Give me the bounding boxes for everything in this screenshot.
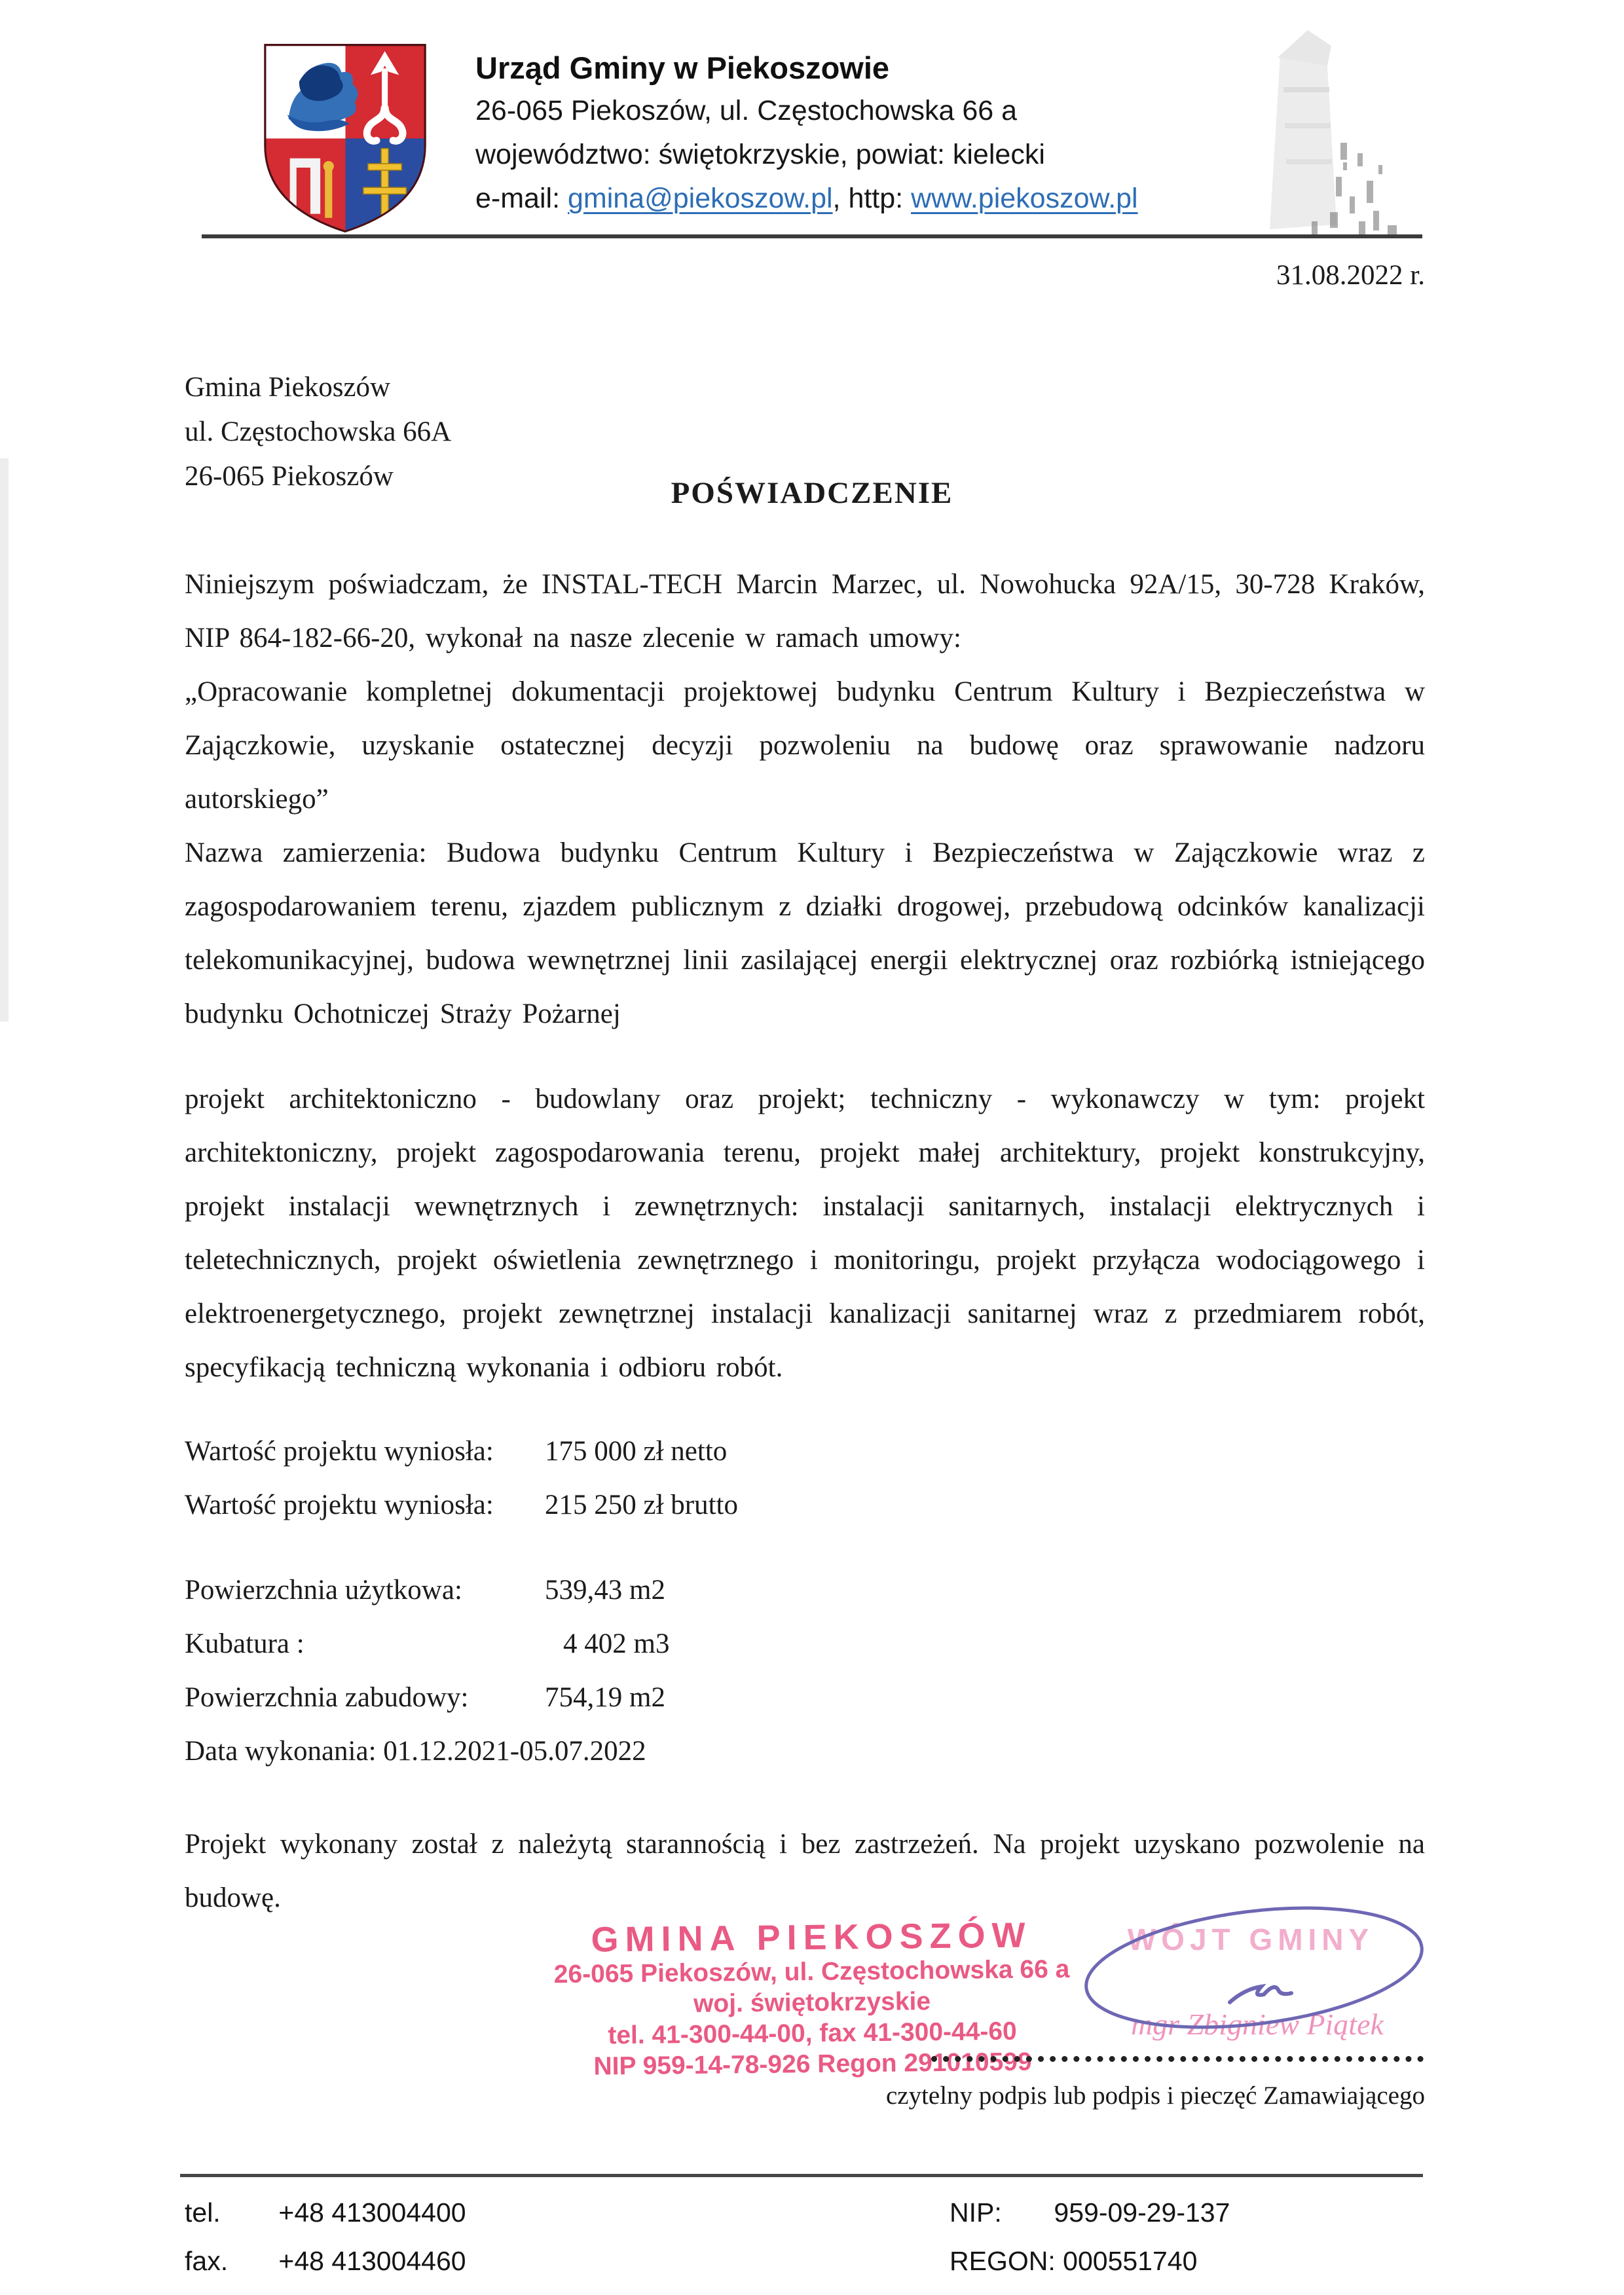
signature-dotted-line (931, 2030, 1424, 2062)
value-amount: 539,43 m2 (545, 1575, 665, 1606)
regon-pair (950, 2237, 1197, 2285)
value-label: Wartość projektu wyniosła: (185, 1436, 494, 1467)
execution-date-line (185, 1725, 1425, 1778)
org-region: województwo: świętokrzyskie, powiat: kielecki (475, 139, 1045, 170)
signature-name: mgr Zbigniew Piątek (1131, 2008, 1384, 2041)
email-link[interactable]: gmina@piekoszow.pl (567, 183, 833, 214)
nip-value: 959-09-29-137 (1054, 2197, 1230, 2228)
value-row-brutto (185, 1478, 1425, 1532)
closing-paragraph: Projekt wykonany został z należytą starannością i bez zastrzeżeń. Na projekt uzyskano pozwolenie na budowę. (185, 1829, 1425, 1913)
stamp-title: GMINA PIEKOSZÓW (591, 1915, 1032, 1960)
http-label: , http: (832, 183, 912, 214)
values-spacer (185, 1532, 1425, 1564)
value-label: Kubatura : (185, 1628, 304, 1659)
value-label: Wartość projektu wyniosła: (185, 1490, 494, 1520)
email-label: e-mail: (475, 183, 568, 214)
value-row-netto (185, 1425, 1425, 1478)
paragraph-contract-quote: „Opracowanie kompletnej dokumentacji projektowej budynku Centrum Kultury i Bezpieczeństwa w Zajączkowie, uzyskanie ostatecznej decyzji pozwoleniu na budowę oraz sprawowanie nadzoru autorskiego” (185, 676, 1425, 815)
value-label: Powierzchnia zabudowy: (185, 1682, 469, 1713)
execution-date: Data wykonania: 01.12.2021-05.07.2022 (185, 1736, 646, 1767)
paragraph-scope: projekt architektoniczno - budowlany oraz projekt; techniczny - wykonawczy w tym: projekt architektoniczny, projekt zagospodarowania terenu, projekt małej architektury, projekt konstrukcyjny, projekt instalacji wewnętrznych i zewnętrznych: instalacji sanitarnych, instalacji elektrycznych i teletechnicznych, projekt oświetlenia zewnętrznego i monitoringu, projekt przyłącza wodociągowego i elektroenergetycznego, projekt zewnętrznej instalacji kanalizacji sanitarnej wraz z przedmiarem robót, specyfikacją techniczną wykonania i odbioru robót. (185, 1084, 1425, 1383)
paragraph-project-name: Nazwa zamierzenia: Budowa budynku Centrum Kultury i Bezpieczeństwa w Zajączkowie wraz z zagospodarowaniem terenu, zjazdem publicznym z działki drogowej, przebudową odcinków kanalizacji telekomunikacyjnej, budowa wewnętrznej linii zasilającej energii elektrycznej oraz rozbiórką istniejącego budynku Ochotniczej Straży Pożarnej (185, 837, 1425, 1029)
letterhead-divider (202, 234, 1422, 238)
paragraph-intro: Niniejszym poświadczam, że INSTAL-TECH Marcin Marzec, ul. Nowohucka 92A/15, 30-728 Kraków, NIP 864-182-66-20, wykonał na nasze zlecenie w ramach umowy: (185, 569, 1425, 653)
piekoszow-coat-of-arms-icon (261, 41, 430, 236)
document-date: 31.08.2022 r. (1276, 260, 1425, 291)
value-amount: 175 000 zł netto (545, 1436, 728, 1467)
org-contact-line (475, 177, 1138, 221)
footer-row-1 (185, 2188, 1425, 2237)
footer-divider (180, 2174, 1423, 2177)
value-amount: 754,19 m2 (545, 1682, 665, 1713)
building-watermark-icon (1202, 25, 1424, 254)
recipient-city: 26-065 Piekoszów (185, 461, 394, 492)
values-table (185, 1425, 1425, 1778)
website-link[interactable]: www.piekoszow.pl (911, 183, 1138, 214)
document-body (185, 558, 1425, 1395)
letterhead (475, 47, 1138, 221)
nip-label: NIP: (950, 2197, 1002, 2228)
regon-value: 000551740 (1063, 2246, 1198, 2276)
signature-caption: czytelny podpis lub podpis i pieczęć Zamawiającego (885, 2082, 1425, 2110)
value-amount: 215 250 zł brutto (545, 1490, 738, 1520)
fax-value: +48 413004460 (278, 2246, 466, 2276)
regon-label: REGON: (950, 2246, 1056, 2276)
value-row-footprint (185, 1671, 1425, 1725)
value-row-volume (185, 1617, 1425, 1671)
footer-row-2 (185, 2237, 1425, 2285)
value-amount: 4 402 m3 (563, 1628, 670, 1659)
value-label: Powierzchnia użytkowa: (185, 1575, 462, 1606)
org-name: Urząd Gminy w Piekoszowie (475, 50, 890, 85)
org-address: 26-065 Piekoszów, ul. Częstochowska 66 a (475, 95, 1018, 126)
footer (185, 2188, 1425, 2285)
nip-pair (950, 2188, 1230, 2237)
tel-label: tel. (185, 2197, 221, 2228)
fax-label: fax. (185, 2246, 229, 2276)
signature-title: WÓJT GMINY (1127, 1922, 1375, 1956)
tel-value: +48 413004400 (278, 2197, 466, 2228)
stamp-phone: tel. 41-300-44-00, fax 41-300-44-60 (608, 2017, 1017, 2050)
scan-artifact (0, 458, 9, 1021)
recipient-name: Gmina Piekoszów (185, 372, 391, 403)
value-row-area (185, 1564, 1425, 1617)
document-title: POŚWIADCZENIE (671, 476, 953, 510)
stamp-region: woj. świętokrzyskie (693, 1987, 931, 2018)
stamp-nip-regon: NIP 959-14-78-926 Regon 291010599 (593, 2047, 1032, 2081)
recipient-street: ul. Częstochowska 66A (185, 416, 452, 447)
stamp-address: 26-065 Piekoszów, ul. Częstochowska 66 a (553, 1955, 1070, 1989)
